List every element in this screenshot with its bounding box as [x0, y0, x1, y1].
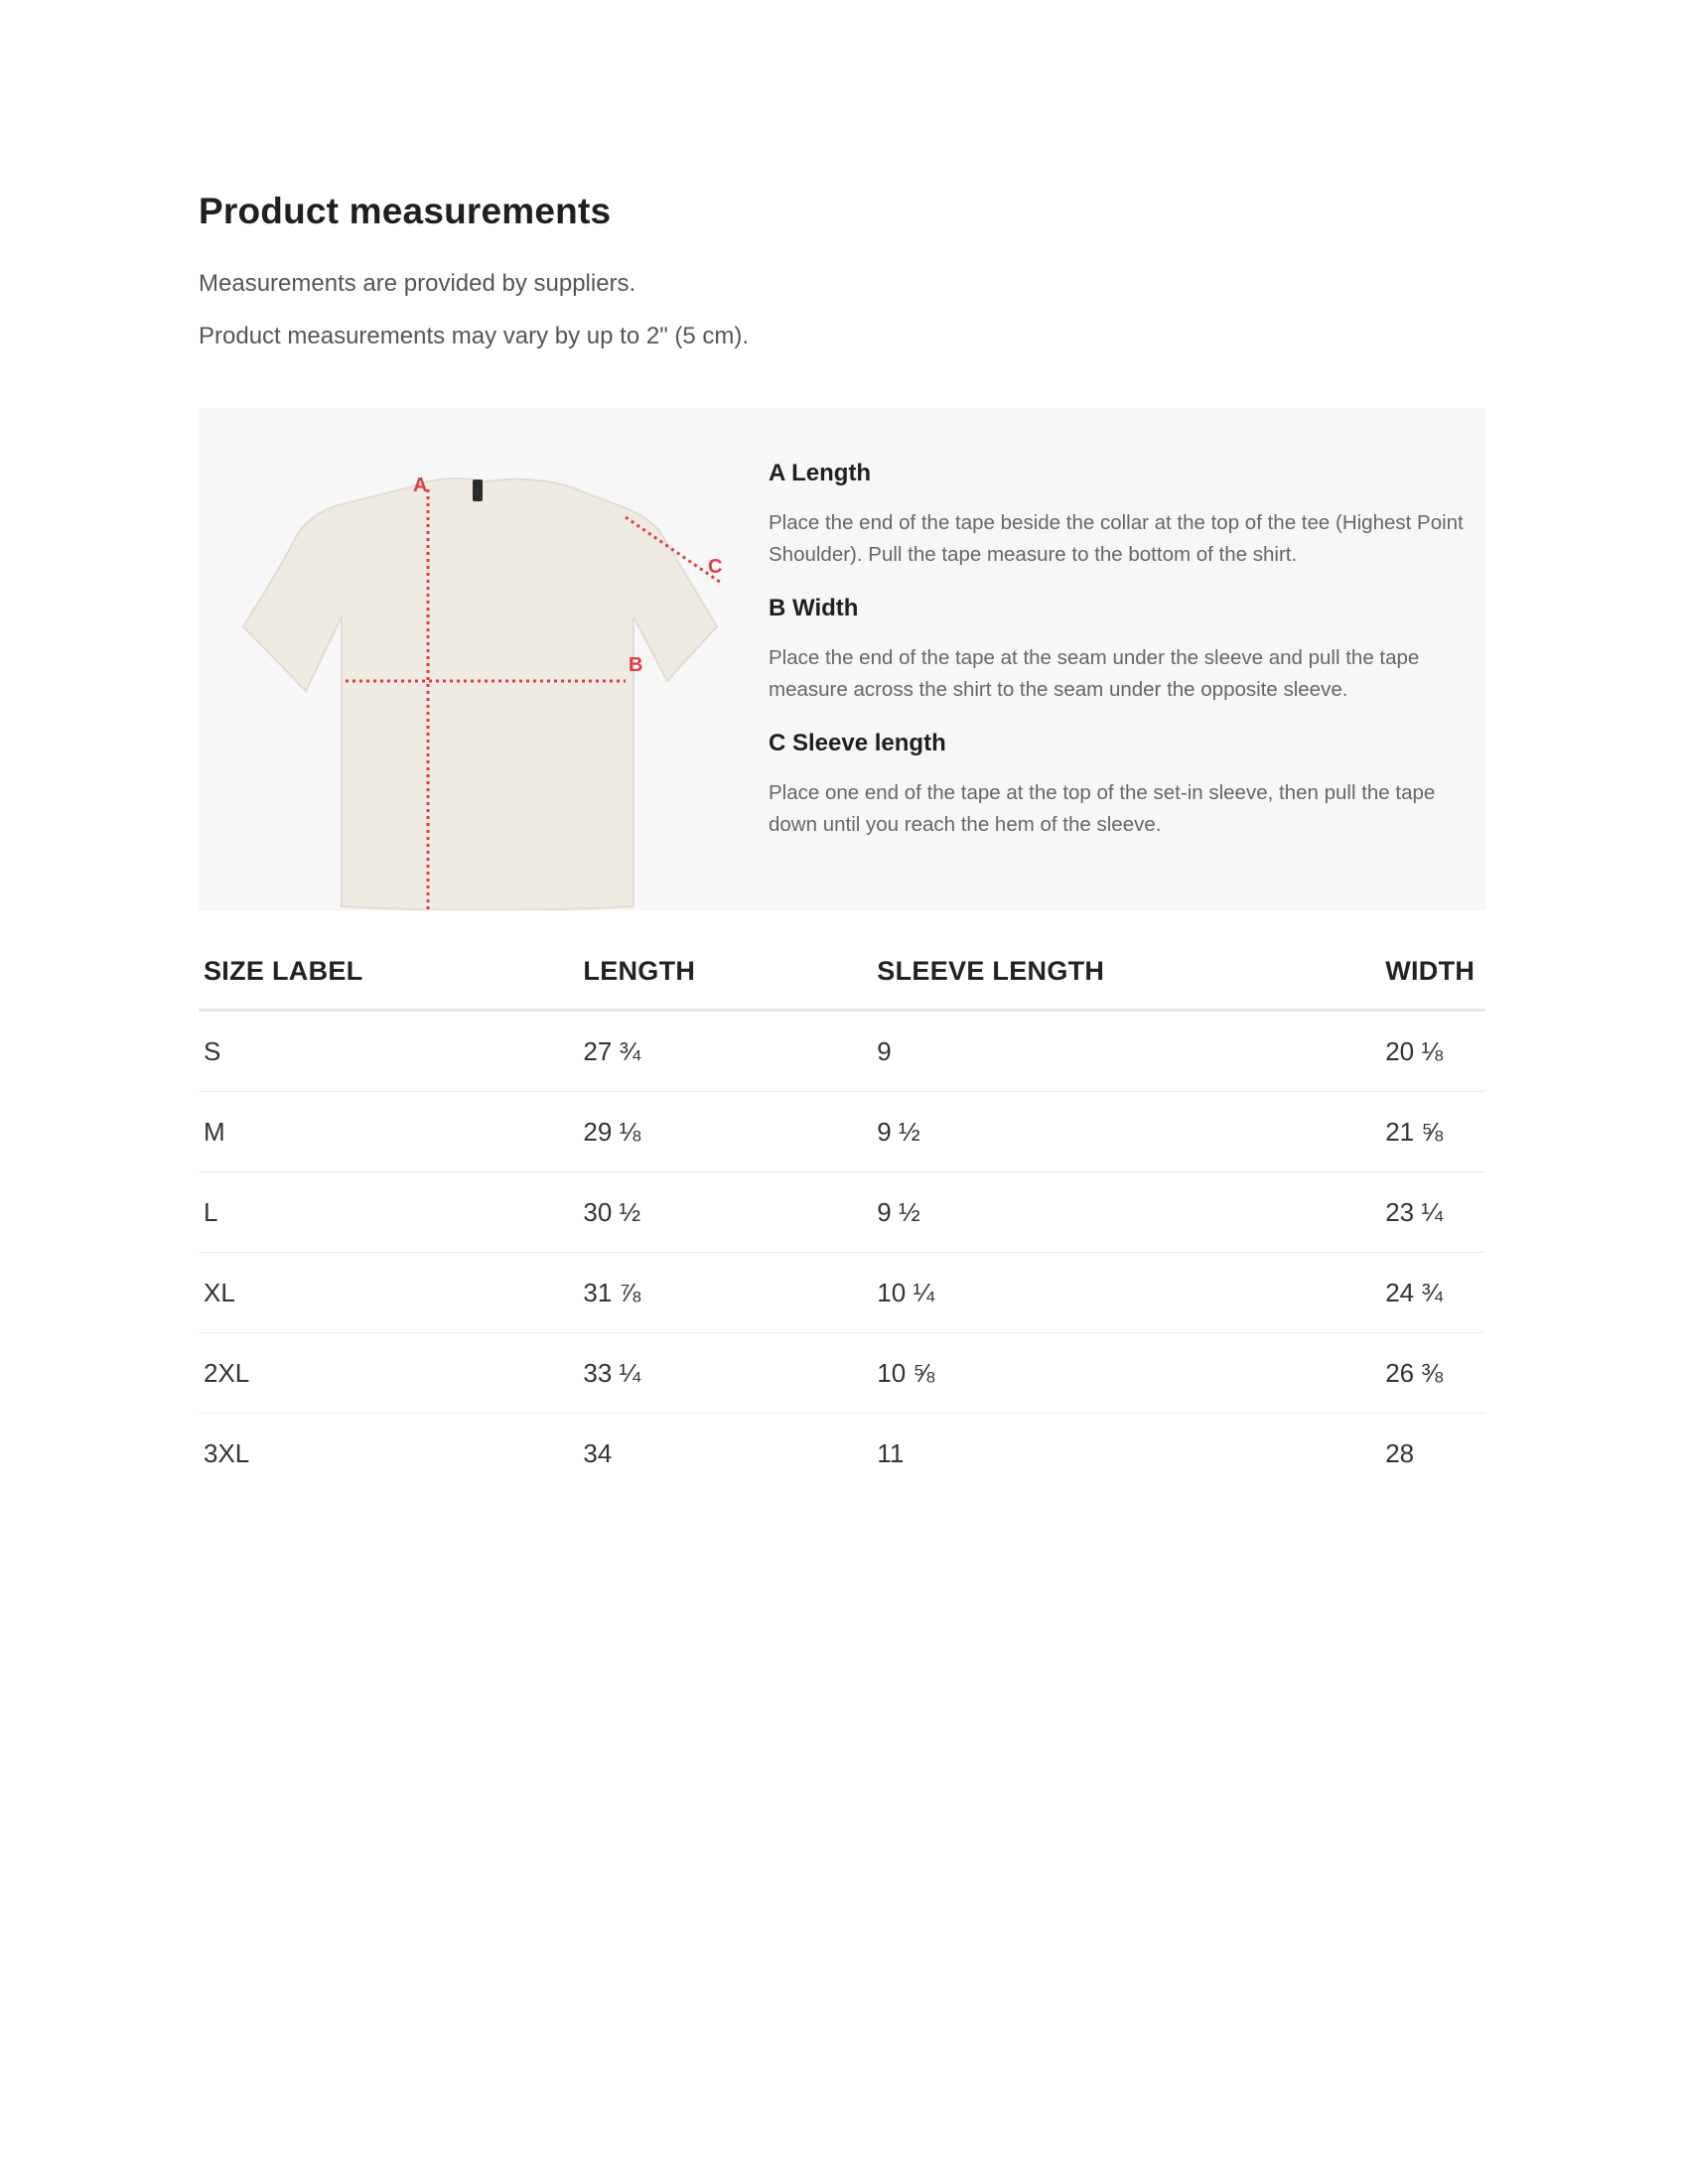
label-a: A — [413, 475, 428, 496]
cell-width: 28 — [1385, 1437, 1415, 1468]
table-row — [199, 1333, 1485, 1414]
measure-length-block — [769, 460, 1483, 595]
tshirt-diagram — [238, 468, 735, 910]
label-b: B — [629, 654, 643, 676]
measure-sleeve-title: C Sleeve length — [769, 730, 946, 756]
cell-size: M — [199, 1092, 578, 1172]
cell-length: 30 ½ — [578, 1172, 872, 1253]
header-width: WIDTH — [1380, 933, 1485, 1011]
cell-size: XL — [199, 1253, 578, 1333]
table-header-row — [199, 933, 1485, 1011]
cell-length: 27 ¾ — [578, 1011, 872, 1092]
cell-size: L — [199, 1172, 578, 1253]
measure-width-title: B Width — [769, 595, 859, 621]
header-sleeve-length: SLEEVE LENGTH — [872, 933, 1380, 1011]
cell-width: 24 ¾ — [1380, 1253, 1485, 1333]
cell-size: S — [199, 1011, 578, 1092]
measure-width-block — [769, 595, 1483, 730]
measure-length-desc: Place the end of the tape beside the collar at the top of the tee (Highest Point Shoulder). Pull the tape measure to the bottom of the shirt. — [769, 511, 1464, 566]
table-row — [199, 1414, 1485, 1494]
measurement-instructions — [769, 460, 1483, 865]
cell-sleeve-length: 9 — [872, 1011, 1380, 1092]
measure-width-desc: Place the end of the tape at the seam under the sleeve and pull the tape measure across the shirt to the seam under the opposite sleeve. — [769, 646, 1420, 701]
cell-sleeve-length: 10 ⅝ — [872, 1333, 1380, 1414]
measure-sleeve-block — [769, 730, 1483, 865]
label-c: C — [708, 556, 723, 578]
cell-length: 33 ¼ — [578, 1333, 872, 1414]
cell-length: 29 ⅛ — [578, 1092, 872, 1172]
measure-length-title: A Length — [769, 460, 872, 486]
measurement-guide — [199, 408, 1485, 910]
cell-size: 2XL — [199, 1333, 578, 1414]
cell-sleeve-length: 11 — [877, 1437, 905, 1468]
header-size-label: SIZE LABEL — [199, 933, 578, 1011]
size-chart-table — [199, 933, 1485, 1493]
neck-tag — [473, 479, 483, 501]
table-row — [199, 1092, 1485, 1172]
cell-sleeve-length: 9 ½ — [872, 1172, 1380, 1253]
variance-note: Product measurements may vary by up to 2" (5 cm). — [199, 323, 750, 349]
cell-width: 23 ¼ — [1380, 1172, 1485, 1253]
cell-width: 21 ⅝ — [1380, 1092, 1485, 1172]
table-row — [199, 1011, 1485, 1092]
cell-size: 3XL — [204, 1437, 250, 1468]
page-title: Product measurements — [199, 191, 612, 231]
tshirt-shape — [243, 478, 717, 910]
supplier-note: Measurements are provided by suppliers. — [199, 270, 636, 297]
cell-sleeve-length: 9 ½ — [872, 1092, 1380, 1172]
cell-length: 34 — [583, 1437, 613, 1468]
table-row — [199, 1253, 1485, 1333]
measure-sleeve-desc: Place one end of the tape at the top of the set-in sleeve, then pull the tape down until you reach the hem of the sleeve. — [769, 781, 1436, 836]
cell-width: 26 ⅜ — [1380, 1333, 1485, 1414]
cell-sleeve-length: 10 ¼ — [872, 1253, 1380, 1333]
header-length: LENGTH — [578, 933, 872, 1011]
table-row — [199, 1172, 1485, 1253]
cell-width: 20 ⅛ — [1380, 1011, 1485, 1092]
cell-length: 31 ⅞ — [578, 1253, 872, 1333]
